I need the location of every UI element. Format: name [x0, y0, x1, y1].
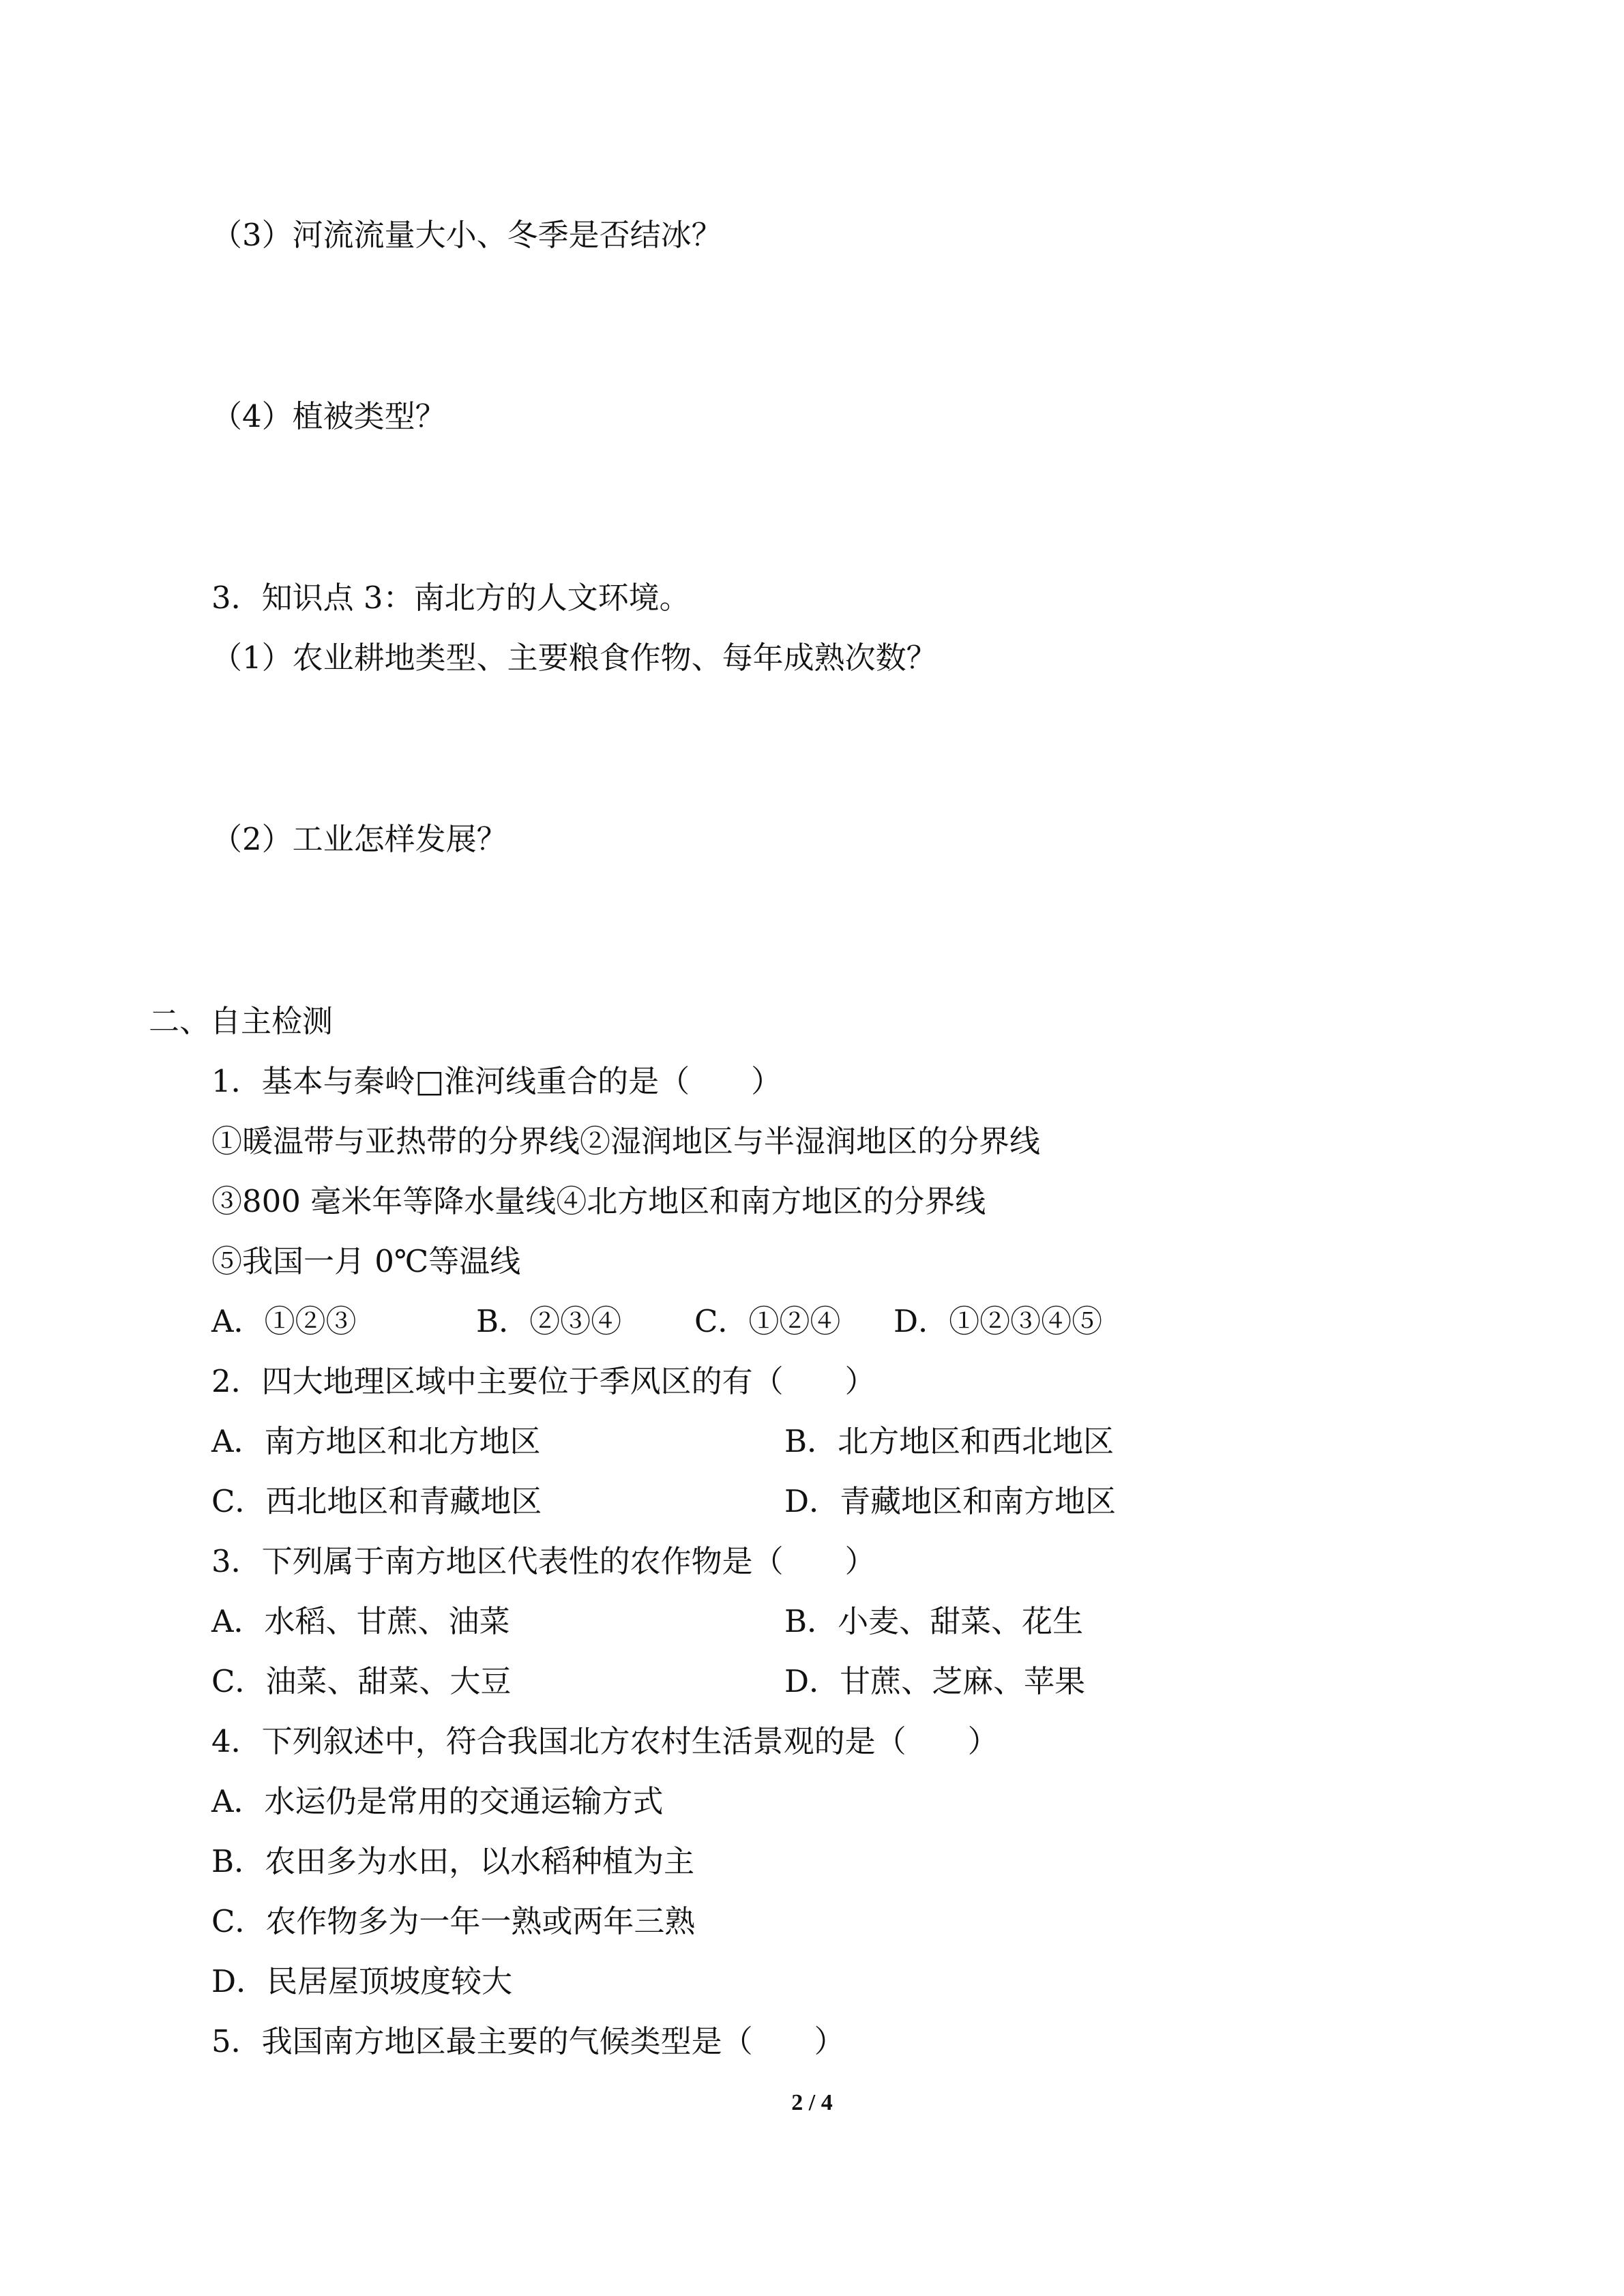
question-1-option-d: D．①②③④⑤ [894, 1303, 1103, 1339]
question-1-statement: ⑤我国一月 0℃等温线 [211, 1243, 521, 1279]
question-3-option-c: C．油菜、甜菜、大豆 [211, 1663, 512, 1699]
question-1-option-c: C．①②④ [694, 1303, 841, 1339]
question-1-statement: ③800 毫米年等降水量线④北方地区和南方地区的分界线 [211, 1183, 986, 1219]
question-4-option-a: A．水运仍是常用的交通运输方式 [211, 1783, 664, 1819]
question-3-option-a: A．水稻、甘蔗、油菜 [211, 1603, 510, 1639]
question-1-option-b: B．②③④ [476, 1303, 622, 1339]
question-river: （3）河流流量大小、冬季是否结冰？ [211, 217, 722, 253]
knowledge-point-3-title: 3．知识点 3：南北方的人文环境。 [211, 580, 690, 616]
question-3-option-d: D．甘蔗、芝麻、苹果 [784, 1663, 1086, 1699]
question-2-option-c: C．西北地区和青藏地区 [211, 1483, 542, 1519]
page-number: 2 / 4 [791, 2090, 833, 2115]
question-1-option-a: A．①②③ [211, 1303, 357, 1339]
question-4-stem: 4．下列叙述中，符合我国北方农村生活景观的是（ ） [211, 1723, 999, 1759]
question-2-option-b: B．北方地区和西北地区 [784, 1423, 1114, 1459]
question-2-option-d: D．青藏地区和南方地区 [784, 1483, 1117, 1519]
question-4-option-d: D．民居屋顶坡度较大 [211, 1963, 513, 1999]
section-heading: 二、自主检测 [149, 1003, 334, 1039]
question-2-stem: 2．四大地理区域中主要位于季风区的有（ ） [211, 1363, 876, 1399]
question-3-option-b: B．小麦、甜菜、花生 [784, 1603, 1084, 1639]
question-2-option-a: A．南方地区和北方地区 [211, 1423, 541, 1459]
question-4-option-b: B．农田多为水田，以水稻种植为主 [211, 1843, 695, 1879]
question-1-statement: ①暖温带与亚热带的分界线②湿润地区与半湿润地区的分界线 [211, 1123, 1041, 1159]
question-3-stem: 3．下列属于南方地区代表性的农作物是（ ） [211, 1543, 876, 1579]
question-5-stem: 5．我国南方地区最主要的气候类型是（ ） [211, 2023, 845, 2059]
question-vegetation: （4）植被类型？ [211, 398, 446, 434]
question-1-stem: 1．基本与秦岭□淮河线重合的是（ ） [211, 1063, 782, 1099]
question-agriculture: （1）农业耕地类型、主要粮食作物、每年成熟次数？ [211, 640, 937, 676]
question-4-option-c: C．农作物多为一年一熟或两年三熟 [211, 1903, 696, 1939]
question-industry: （2）工业怎样发展？ [211, 821, 507, 857]
